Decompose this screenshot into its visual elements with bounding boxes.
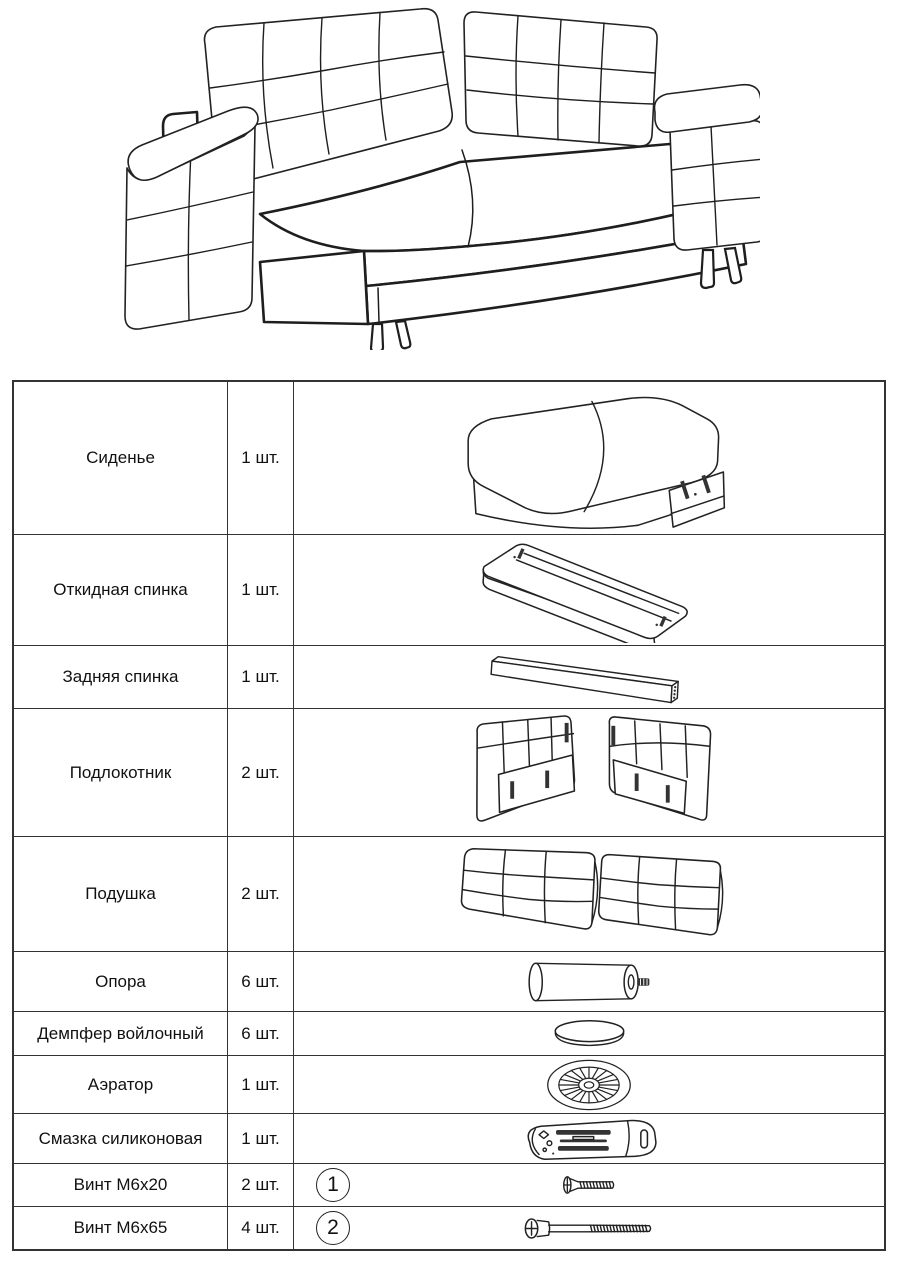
part-figure (294, 709, 884, 836)
table-row-screw-m6x20 (14, 1163, 884, 1206)
parts-table (12, 380, 886, 1251)
table-row-cushion (14, 836, 884, 951)
part-figure (294, 382, 884, 534)
part-qty: 1 шт. (228, 646, 294, 708)
part-name: Аэратор (14, 1056, 228, 1113)
part-name: Демпфер войлочный (14, 1012, 228, 1055)
table-row-support (14, 951, 884, 1011)
part-qty: 1 шт. (228, 1114, 294, 1163)
part-figure (294, 952, 884, 1011)
part-name: Опора (14, 952, 228, 1011)
part-qty: 6 шт. (228, 952, 294, 1011)
aerator-illustration (543, 1057, 635, 1113)
part-qty: 4 шт. (228, 1207, 294, 1249)
part-figure (294, 1056, 884, 1113)
part-figure (294, 1114, 884, 1163)
cushion-pair-illustration (443, 841, 735, 948)
rear-backrest-illustration (472, 647, 707, 707)
part-qty: 1 шт. (228, 1056, 294, 1113)
support-leg-illustration (507, 953, 672, 1011)
part-name: Смазка силиконовая (14, 1114, 228, 1163)
table-row-screw-m6x65 (14, 1206, 884, 1249)
part-qty: 1 шт. (228, 535, 294, 645)
table-row-rear-backrest (14, 645, 884, 708)
callout-number: 1 (327, 1173, 339, 1196)
screw-m6x65-illustration (523, 1217, 656, 1240)
part-figure (294, 1012, 884, 1055)
felt-damper-illustration (542, 1015, 637, 1053)
part-qty: 1 шт. (228, 382, 294, 534)
part-name: Сиденье (14, 382, 228, 534)
sofa-illustration (110, 0, 760, 350)
armrest-pair-illustration (448, 713, 730, 832)
part-name: Откидная спинка (14, 535, 228, 645)
part-figure (294, 646, 884, 708)
part-name: Винт М6х20 (14, 1164, 228, 1206)
seat-illustration (439, 386, 739, 531)
screw-m6x20-illustration (561, 1175, 617, 1195)
folding-backrest-illustration (465, 538, 713, 643)
sofa-line-drawing-svg (110, 0, 760, 350)
part-figure (294, 837, 884, 951)
part-qty: 2 шт. (228, 709, 294, 836)
callout-number: 2 (327, 1216, 339, 1239)
table-row-seat (14, 382, 884, 534)
callout-2 (316, 1211, 350, 1245)
table-row-folding-backrest (14, 534, 884, 645)
part-figure (294, 1207, 884, 1249)
part-figure (294, 535, 884, 645)
table-row-armrest (14, 708, 884, 836)
table-row-damper (14, 1011, 884, 1055)
part-name: Задняя спинка (14, 646, 228, 708)
part-name: Подушка (14, 837, 228, 951)
part-name: Винт М6х65 (14, 1207, 228, 1249)
table-row-grease (14, 1113, 884, 1163)
part-name: Подлокотник (14, 709, 228, 836)
part-qty: 2 шт. (228, 1164, 294, 1206)
callout-1 (316, 1168, 350, 1202)
silicone-grease-illustration (518, 1114, 660, 1163)
table-row-aerator (14, 1055, 884, 1113)
part-qty: 2 шт. (228, 837, 294, 951)
part-figure (294, 1164, 884, 1206)
part-qty: 6 шт. (228, 1012, 294, 1055)
